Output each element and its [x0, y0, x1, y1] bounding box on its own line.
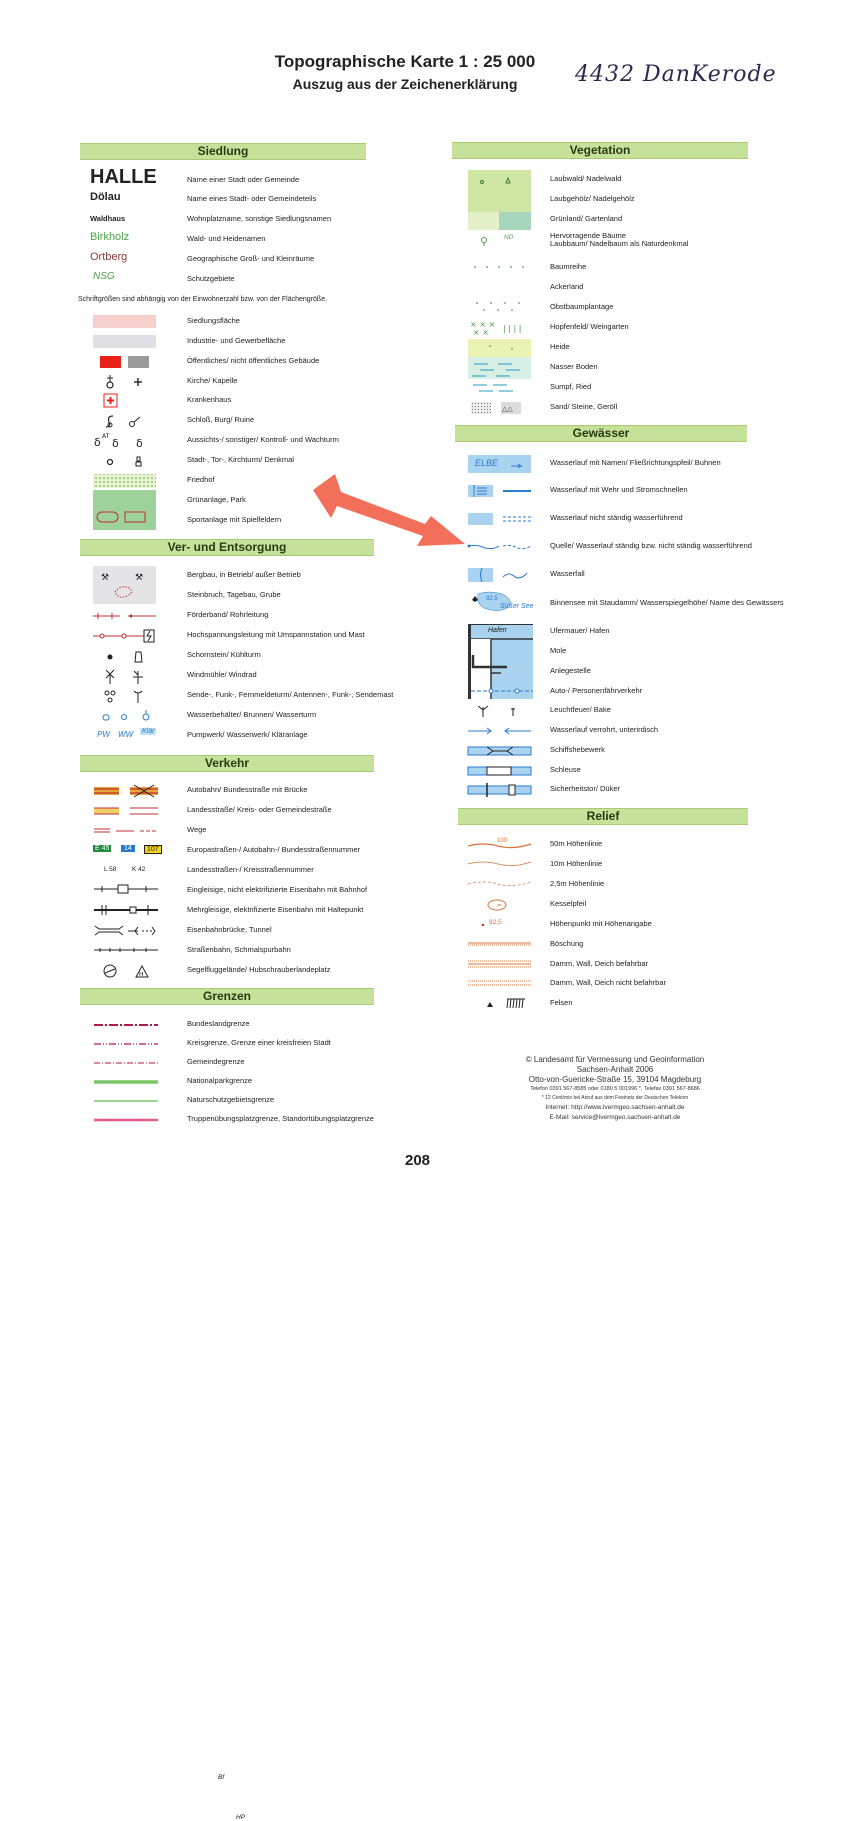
legend-label: Kreisgrenze, Grenze einer kreisfreien Stadt [187, 1038, 331, 1047]
footer-copyright: © Landesamt für Vermessung und Geoinformation [525, 1055, 705, 1064]
railway-multi-symbol [90, 902, 170, 920]
water-level-label: 92,5 [486, 596, 498, 602]
railway-single-symbol [90, 882, 170, 900]
legend-label: Förderband/ Rohrleitung [187, 610, 269, 619]
legend-label: Laubgehölz/ Nadelgehölz [550, 194, 635, 203]
font-size-note: Schriftgrößen sind abhängig von der Einwohnerzahl bzw. von der Flächengröße. [78, 296, 328, 303]
legend-label: Kesselpfeil [550, 899, 587, 908]
legend-label: Sand/ Steine, Geröll [550, 402, 618, 411]
legend-label: Wasserlauf mit Namen/ Fließrichtungspfeil/ Buhnen [550, 458, 721, 467]
cemetery-symbol [90, 472, 170, 490]
legend-label: Schleuse [550, 765, 581, 774]
legend-label: Mole [550, 646, 567, 655]
chimney-icon [90, 647, 170, 665]
legend-label: Damm, Wall, Deich befahrbar [550, 959, 649, 968]
section-header-vegetation: Vegetation [452, 142, 748, 159]
sample-protected-name: NSG [93, 271, 115, 282]
svg-text:δ: δ [94, 436, 101, 449]
legend-label: Quelle/ Wasserlauf ständig bzw. nicht ständig wasserführend [550, 541, 752, 550]
legend-label: Wald- und Heidenamen [187, 234, 266, 243]
legend-label: Landesstraßen-/ Kreisstraßennummer [187, 865, 314, 874]
radio-tower-icon [90, 687, 170, 705]
park-sport-symbol [93, 490, 156, 530]
legend-label: Schloß, Burg/ Ruine [187, 415, 255, 424]
sample-city-name: HALLE [90, 166, 157, 188]
legend-label: Böschung [550, 939, 584, 948]
legend-label: Eingleisige, nicht elektrifizierte Eisenbahn mit Bahnhof [187, 885, 368, 894]
tram-symbol [90, 942, 170, 960]
harbour-symbol [468, 624, 533, 699]
legend-label: 10m Höhenlinie [550, 859, 603, 868]
legend-label: Grünanlage, Park [187, 495, 246, 504]
district-road-number-symbol [90, 862, 170, 880]
legend-label: Laubwald/ Nadelwald [550, 174, 622, 183]
sand-gravel-symbol [453, 399, 533, 417]
klaer-label: Klär [142, 728, 155, 735]
legend-label: Höhenpunkt mit Höhenangabe [550, 919, 652, 928]
castle-ruin-icon [90, 412, 170, 430]
pump-water-symbol [90, 727, 170, 745]
tree-icon [453, 231, 533, 249]
monument-icon [90, 452, 170, 470]
motorway-symbol [90, 782, 170, 800]
legend-label: Wasserfall [550, 569, 585, 578]
legend-label: Segelfluggelände/ Hubschrauberlandeplatz [187, 965, 331, 974]
tower-icon [90, 432, 170, 450]
svg-text:H: H [139, 971, 144, 978]
conveyor-pipeline-symbol [90, 607, 170, 625]
legend-label: Windmühle/ Windrad [187, 670, 257, 679]
svg-text:× ×: × × [473, 328, 489, 337]
legend-label: Sumpf, Ried [550, 382, 592, 391]
legend-label: Sende-, Funk-, Fernmeldeturm/ Antennen-, Funk-, Sendemast [187, 690, 394, 699]
legend-label: Auto-/ Personenfährverkehr [550, 686, 643, 695]
legend-label: Name einer Stadt oder Gemeinde [187, 175, 300, 184]
legend-label: Wasserbehälter/ Brunnen/ Wasserturm [187, 710, 317, 719]
arrow-annotation-icon [305, 472, 475, 552]
svg-text:δ: δ [112, 437, 119, 450]
contour-10m-symbol [453, 856, 533, 874]
ship-lift-symbol [453, 742, 533, 760]
page-subtitle: Auszug aus der Zeichenerklärung [292, 76, 518, 92]
church-icon [90, 373, 170, 391]
windmill-icon [90, 667, 170, 685]
footer-state: Sachsen-Anhalt 2006 [576, 1065, 654, 1074]
legend-label: Truppenübungsplatzgrenze, Standortübungsplatzgrenze [187, 1114, 374, 1123]
legend-label: Sportanlage mit Spielfeldern [187, 515, 282, 524]
legend-label: Wasserlauf nicht ständig wasserführend [550, 513, 683, 522]
legend-label: Landesstraße/ Kreis- oder Gemeindestraße [187, 805, 332, 814]
lighthouse-icon [453, 702, 533, 720]
elbe-label: ELBE [475, 458, 499, 468]
legend-label: Nasser Boden [550, 362, 598, 371]
a-road-number: 14 [121, 845, 135, 852]
hp-label: HP [236, 1814, 246, 1821]
power-line-symbol [90, 627, 170, 645]
state-road-symbol [90, 802, 170, 820]
pw-label: PW [97, 730, 110, 739]
page-title: Topographische Karte 1 : 25 000 [274, 52, 536, 71]
svg-text:⚒: ⚒ [135, 573, 144, 583]
section-header-siedlung: Siedlung [80, 143, 366, 160]
section-header-versorgung: Ver- und Entsorgung [80, 539, 374, 556]
contour-value: 100 [497, 838, 508, 844]
legend-label: Schutzgebiete [187, 274, 235, 283]
hops-vineyard-symbol [453, 319, 533, 337]
k-road-number: K 42 [132, 866, 146, 873]
b-road-number: 107 [144, 845, 162, 854]
legend-label: Schiffshebewerk [550, 745, 605, 754]
legend-label: Steinbruch, Tagebau, Grube [187, 590, 281, 599]
ww-label: WW [118, 730, 134, 739]
contour-2-5m-symbol [453, 876, 533, 894]
road-number-symbol [90, 842, 170, 860]
footer-phone-note: * 12 Cent/min bei Anruf aus dem Festnetz der Deutschen Telekom [541, 1095, 689, 1101]
legend-label: Straßenbahn, Schmalspurbahn [187, 945, 291, 954]
legend-label-line2: Laubbaum/ Nadelbaum als Naturdenkmal [550, 239, 689, 248]
legend-label: Nationalparkgrenze [187, 1076, 253, 1085]
svg-text:| | | |: | | | | [503, 324, 522, 333]
legend-label: 50m Höhenlinie [550, 839, 603, 848]
svg-text:△△: △△ [502, 405, 513, 413]
section-header-verkehr: Verkehr [80, 755, 374, 772]
legend-label: Ackerland [550, 282, 584, 291]
legend-label: Bergbau, in Betrieb/ außer Betrieb [187, 570, 301, 579]
section-header-gewaesser: Gewässer [455, 425, 747, 442]
legend-label: Wohnplatzname, sonstige Siedlungsnamen [187, 214, 332, 223]
marsh-symbol [453, 379, 533, 397]
legend-label: Anlegestelle [550, 666, 591, 675]
building-symbol [90, 353, 170, 371]
footer-phone: Telefon 0391 567-8585 oder 0180 5 001996 *, Telefax 0391 567-8686 [530, 1086, 700, 1092]
legend-label: Schornstein/ Kühlturm [187, 650, 261, 659]
page-number: 208 [405, 1152, 431, 1169]
legend-label: Hervorragende Bäume [550, 231, 626, 240]
legend-label: Industrie- und Gewerbefläche [187, 336, 286, 345]
mining-area-symbol [93, 566, 156, 604]
sample-place-name: Waldhaus [90, 214, 126, 223]
legend-label: Wege [187, 825, 207, 834]
depression-arrow-symbol [453, 896, 533, 914]
hospital-icon [90, 392, 170, 410]
forest-symbol [468, 170, 531, 230]
footer-email: E-Mail: service@lvermgeo.sachsen-anhalt.de [549, 1114, 681, 1121]
legend-label: Friedhof [187, 475, 215, 484]
section-header-relief: Relief [458, 808, 748, 825]
training-area-border-symbol [90, 1111, 170, 1129]
legend-label: Krankenhaus [187, 395, 232, 404]
spot-height-value: 92,5 [489, 919, 502, 926]
sample-district-name: Dölau [90, 191, 121, 203]
legend-label: Hopfenfeld/ Weingarten [550, 322, 629, 331]
legend-label: Naturschutzgebietsgrenze [187, 1095, 275, 1104]
footer-internet: Internet: http://www.lvermgeo.sachsen-anhalt.de [545, 1104, 685, 1111]
bf-label: Bf [218, 1774, 225, 1781]
legend-label: Sicherheitstor/ Düker [550, 784, 621, 793]
legend-label: Leuchtfeuer/ Bake [550, 705, 611, 714]
legend-label: Bundeslandgrenze [187, 1019, 250, 1028]
legend-label: Mehrgleisige, elektrifizierte Eisenbahn mit Haltepunkt [187, 905, 364, 914]
svg-text:⚒: ⚒ [101, 573, 110, 583]
legend-label: Binnensee mit Staudamm/ Wasserspiegelhöhe/ Name des Gewässers [550, 598, 784, 607]
legend-label: Öffentliches/ nicht öffentliches Gebäude [187, 356, 320, 365]
settlement-area-symbol [90, 313, 170, 331]
dam-passable-symbol [453, 956, 533, 974]
orchard-symbol [453, 299, 533, 317]
water-tank-icon [90, 707, 170, 725]
legend-label: Autobahn/ Bundesstraße mit Brücke [187, 785, 308, 794]
national-park-border-symbol [90, 1073, 170, 1091]
municipal-border-symbol [90, 1054, 170, 1072]
legend-label: Damm, Wall, Deich nicht befahrbar [550, 978, 667, 987]
legend-label: Geographische Groß- und Kleinräume [187, 254, 315, 263]
legend-label: Eisenbahnbrücke, Tunnel [187, 925, 272, 934]
lake-dam-symbol [470, 590, 550, 614]
embankment-symbol [453, 936, 533, 954]
legend-label: Felsen [550, 998, 573, 1007]
svg-text:δ: δ [136, 437, 143, 450]
rock-symbol [453, 995, 533, 1013]
legend-label: 2,5m Höhenlinie [550, 879, 605, 888]
legend-label: Pumpwerk/ Wasserwerk/ Kläranlage [187, 730, 308, 739]
legend-label: Heide [550, 342, 570, 351]
l-road-number: L 58 [104, 866, 117, 873]
waterfall-symbol [453, 566, 533, 584]
district-border-symbol [90, 1035, 170, 1053]
hafen-label: Hafen [488, 627, 507, 634]
nd-label: ND [504, 234, 514, 241]
legend-label: Siedlungsfläche [187, 316, 240, 325]
safety-gate-symbol [453, 781, 533, 799]
section-header-grenzen: Grenzen [80, 988, 374, 1005]
legend-label: Wasserlauf verrohrt, unterirdisch [550, 725, 659, 734]
lake-name-label: Süßer See [500, 603, 534, 610]
legend-label: Ufermauer/ Hafen [550, 626, 610, 635]
sample-region-name: Ortberg [90, 251, 128, 263]
legend-label: Kirche/ Kapelle [187, 376, 238, 385]
handwritten-note: 4432 DanKerode [575, 62, 777, 87]
path-symbol [90, 822, 170, 840]
nature-reserve-border-symbol [90, 1092, 170, 1110]
glider-field-icon [90, 962, 170, 980]
legend-label: Name eines Stadt- oder Gemeindeteils [187, 194, 317, 203]
svg-text:× × ×: × × × [470, 320, 496, 329]
svg-text:AT: AT [102, 433, 110, 440]
legend-label: Stadt-, Tor-, Kirchturm/ Denkmal [187, 455, 294, 464]
legend-label: Grünland/ Gartenland [550, 214, 623, 223]
legend-label: Wasserlauf mit Wehr und Stromschnellen [550, 485, 688, 494]
legend-label: Baumreihe [550, 262, 587, 271]
footer-address: Otto-von-Guericke-Straße 15, 39104 Magdeburg [528, 1075, 702, 1084]
legend-label: Hochspannungsleitung mit Umspannstation und Mast [187, 630, 365, 639]
industrial-area-symbol [90, 333, 170, 351]
legend-label: Gemeindegrenze [187, 1057, 245, 1066]
e-road-number: E 45 [95, 845, 110, 852]
lock-symbol [453, 762, 533, 780]
legend-label: Europastraßen-/ Autobahn-/ Bundesstraßennummer [187, 845, 361, 854]
tree-row-symbol [453, 259, 533, 277]
legend-label: Aussichts-/ sonstiger/ Kontroll- und Wachturm [187, 435, 339, 444]
dam-impassable-symbol [453, 975, 533, 993]
contour-50m-symbol [453, 836, 533, 854]
state-border-symbol [90, 1016, 170, 1034]
sample-forest-name: Birkholz [90, 231, 130, 243]
heath-wet-symbol [468, 339, 531, 379]
railway-bridge-tunnel-symbol [90, 922, 170, 940]
piped-stream-symbol [453, 722, 533, 740]
legend-label: Obstbaumplantage [550, 302, 614, 311]
